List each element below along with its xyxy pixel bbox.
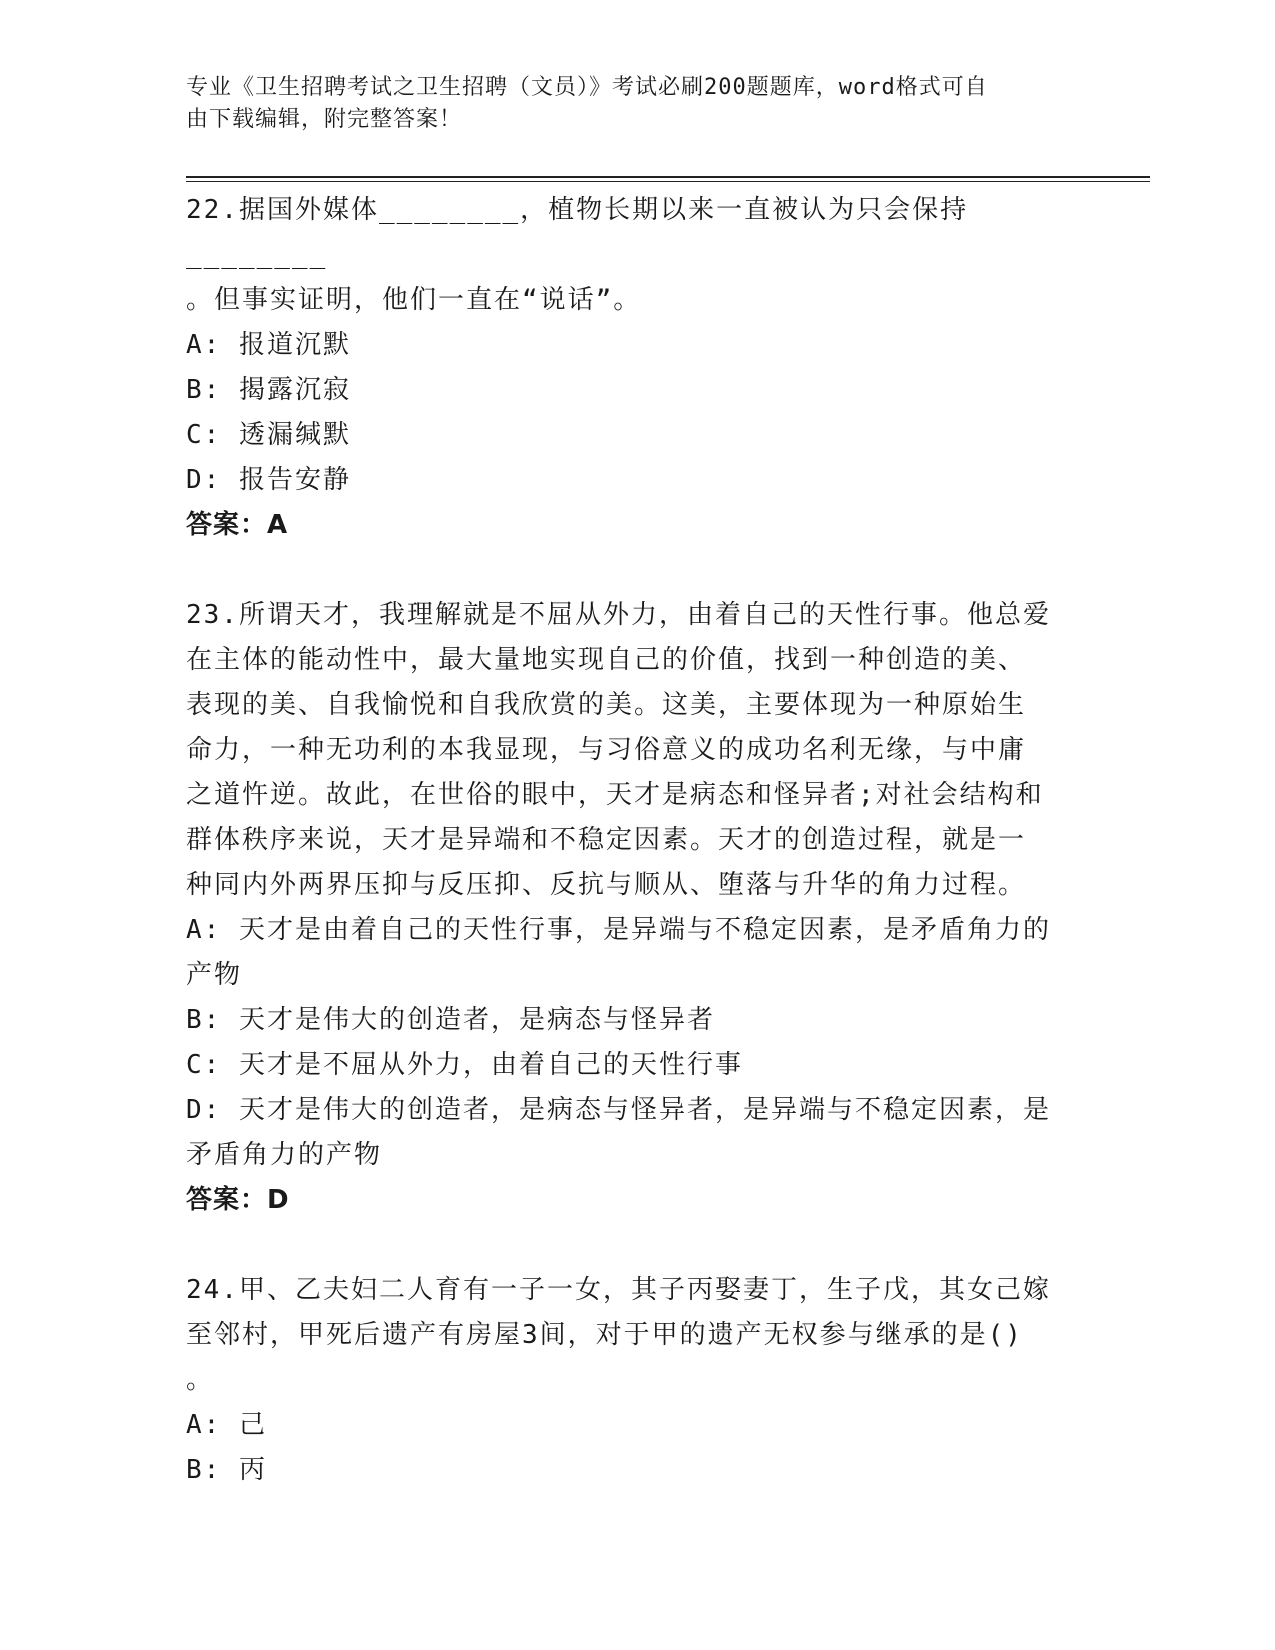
question-stem-line: 23.所谓天才，我理解就是不屈从外力，由着自己的天性行事。他总爱 (186, 600, 1051, 630)
answer-option-line: D: 天才是伟大的创造者，是病态与怪异者，是异端与不稳定因素，是 (186, 1095, 1051, 1125)
question-stem-line: 表现的美、自我愉悦和自我欣赏的美。这美，主要体现为一种原始生 (186, 690, 1027, 720)
question-stem-line: 。 (186, 1365, 215, 1395)
document-header (186, 72, 1066, 136)
header-divider-thin (186, 181, 1150, 182)
answer-option-line: C: 天才是不屈从外力，由着自己的天性行事 (186, 1050, 743, 1080)
answer-key: 答案：D (186, 1185, 290, 1215)
question-stem-line: 22.据国外媒体________，植物长期以来一直被认为只会保持________ (186, 195, 969, 270)
question-stem-line: 之道忤逆。故此，在世俗的眼中，天才是病态和怪异者;对社会结构和 (186, 780, 1044, 810)
header-line-2: 由下载编辑，附完整答案！ (186, 107, 463, 132)
question-stem-line: 种同内外两界压抑与反压抑、反抗与顺从、堕落与升华的角力过程。 (186, 870, 1027, 900)
answer-option-line: D: 报告安静 (186, 465, 351, 495)
question-block (186, 188, 1086, 548)
answer-option-line: 矛盾角力的产物 (186, 1140, 383, 1170)
answer-option-line: B: 天才是伟大的创造者，是病态与怪异者 (186, 1005, 715, 1035)
question-stem-line: 。但事实证明，他们一直在“说话”。 (186, 285, 642, 315)
answer-key: 答案：A (186, 510, 289, 540)
header-line-1: 专业《卫生招聘考试之卫生招聘（文员）》考试必刷200题题库，word格式可自 (186, 75, 988, 100)
question-stem-line: 命力，一种无功利的本我显现，与习俗意义的成功名利无缘，与中庸 (186, 735, 1027, 765)
question-stem-line: 群体秩序来说，天才是异端和不稳定因素。天才的创造过程，就是一 (186, 825, 1027, 855)
answer-option-line: B: 丙 (186, 1455, 267, 1485)
answer-option-line: 产物 (186, 960, 243, 990)
question-stem-line: 24.甲、乙夫妇二人育有一子一女，其子丙娶妻丁，生子戊，其女己嫁 (186, 1275, 1051, 1305)
question-list (186, 188, 1086, 1493)
answer-option-line: A: 己 (186, 1410, 267, 1440)
question-stem-line: 在主体的能动性中，最大量地实现自己的价值，找到一种创造的美、 (186, 645, 1027, 675)
header-divider-thick (186, 176, 1150, 178)
answer-option-line: A: 天才是由着自己的天性行事，是异端与不稳定因素，是矛盾角力的 (186, 915, 1051, 945)
answer-option-line: B: 揭露沉寂 (186, 375, 351, 405)
question-block (186, 1268, 1086, 1493)
answer-option-line: C: 透漏缄默 (186, 420, 351, 450)
question-stem-line: 至邻村，甲死后遗产有房屋3间，对于甲的遗产无权参与继承的是() (186, 1320, 1023, 1350)
answer-option-line: A: 报道沉默 (186, 330, 351, 360)
question-block (186, 593, 1086, 1223)
